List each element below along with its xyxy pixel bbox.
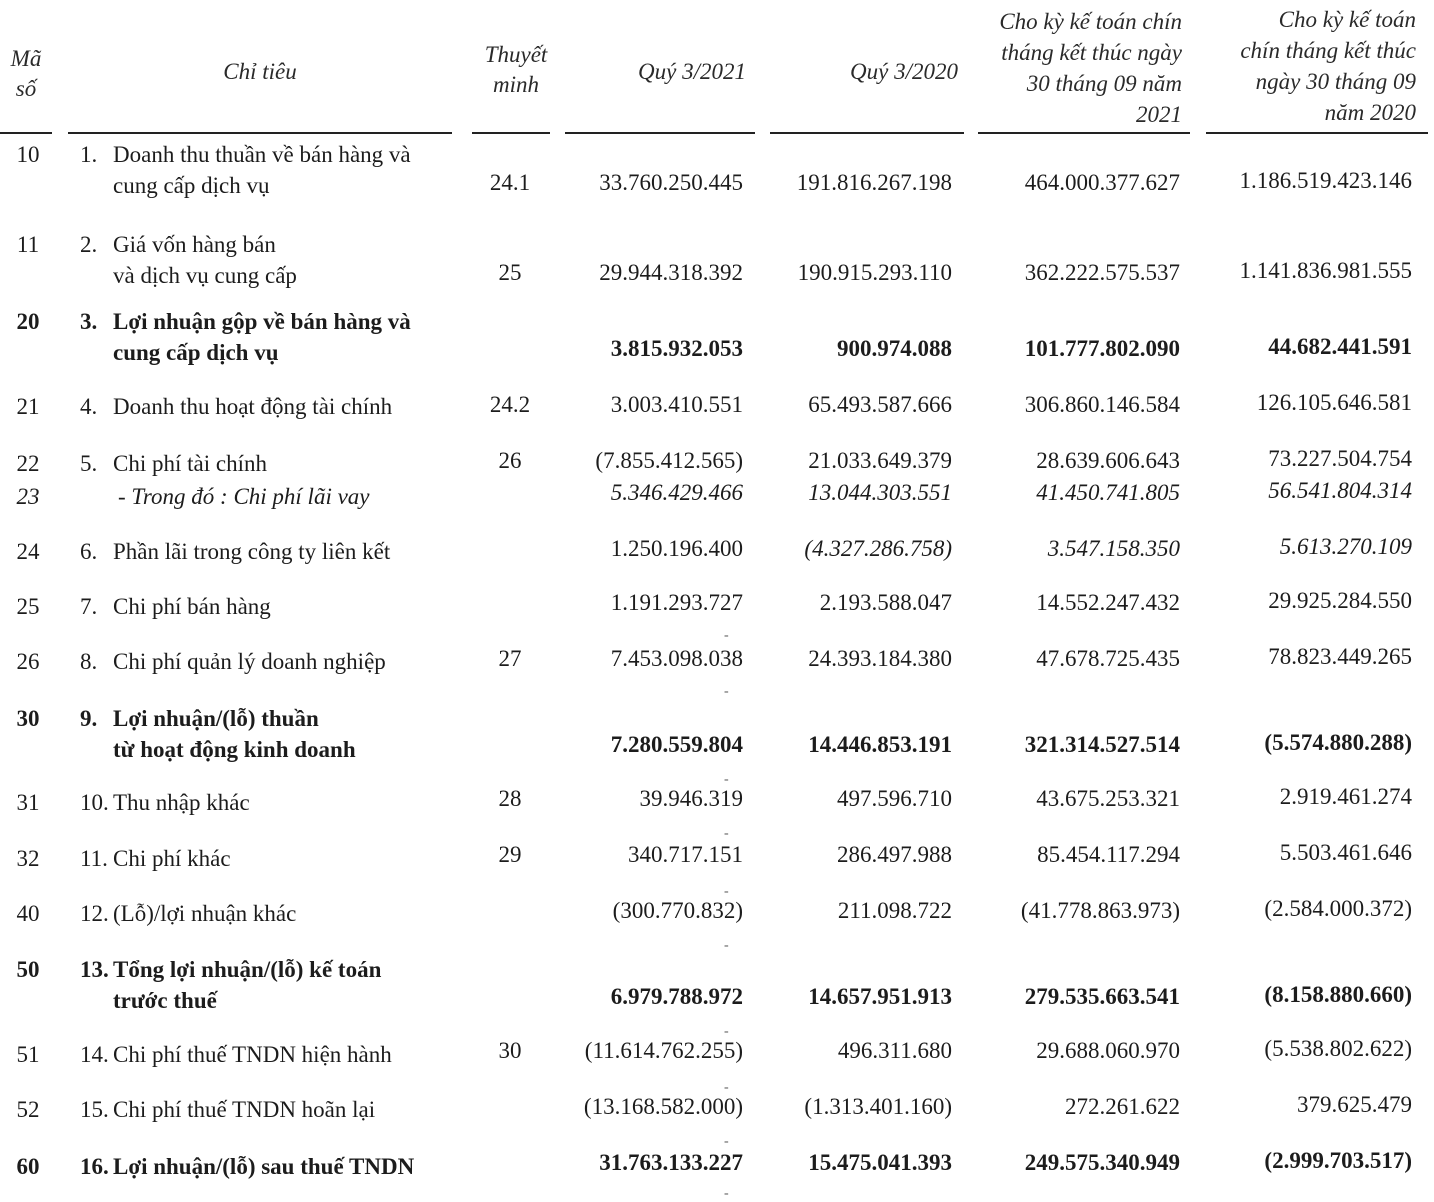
row-code: 11 [16, 232, 40, 257]
row-value: (5.574.880.288) [1264, 730, 1412, 755]
row-value: (2.584.000.372) [1264, 896, 1412, 921]
row-value: 15.475.041.393 [808, 1150, 952, 1175]
header-rule [1206, 132, 1428, 134]
row-value: (5.538.802.622) [1264, 1036, 1412, 1061]
header-q3-2021: Quý 3/2021 [638, 59, 746, 84]
row-number: 6. [80, 539, 98, 564]
row-number: 8. [80, 649, 98, 674]
row-value: (2.999.703.517) [1264, 1148, 1412, 1173]
row-value: 1.250.196.400 [610, 536, 743, 561]
column-dash: - [724, 1024, 729, 1039]
header-rule [68, 132, 452, 134]
row-value: 33.760.250.445 [599, 170, 743, 195]
row-value: 14.446.853.191 [808, 732, 952, 757]
row-value: 279.535.663.541 [1024, 984, 1180, 1009]
row-value: 14.657.951.913 [808, 984, 952, 1009]
row-value: 56.541.804.314 [1268, 478, 1412, 503]
row-value: 3.547.158.350 [1047, 536, 1180, 561]
row-value: 379.625.479 [1297, 1092, 1412, 1117]
row-value: 362.222.575.537 [1024, 260, 1180, 285]
row-number: 9. [80, 706, 98, 731]
header-rule [770, 132, 964, 134]
row-value: (7.855.412.565) [595, 448, 743, 473]
row-number: 7. [80, 594, 98, 619]
row-number: 10. [80, 790, 109, 815]
row-value: 31.763.133.227 [599, 1150, 743, 1175]
row-value: 5.346.429.466 [610, 480, 743, 505]
header-code [0, 44, 52, 104]
header-line: năm 2020 [1324, 100, 1416, 125]
row-label: Phần lãi trong công ty liên kết [113, 539, 391, 564]
row-value: 496.311.680 [837, 1038, 952, 1063]
row-value: (4.327.286.758) [804, 536, 952, 561]
row-value: 44.682.441.591 [1268, 334, 1412, 359]
row-value: 43.675.253.321 [1036, 786, 1180, 811]
row-note: 27 [498, 646, 522, 671]
column-dash: - [724, 1186, 729, 1201]
row-value: 41.450.741.805 [1036, 480, 1180, 505]
row-value: 47.678.725.435 [1036, 646, 1180, 671]
header-line: chín tháng kết thúc [1240, 38, 1416, 63]
row-note: 24.2 [489, 392, 531, 417]
header-rule [0, 132, 52, 134]
row-value: 191.816.267.198 [796, 170, 952, 195]
row-number: 12. [80, 901, 109, 926]
row-value: 5.613.270.109 [1279, 534, 1412, 559]
row-value: 464.000.377.627 [1024, 170, 1180, 195]
row-value: 2.193.588.047 [819, 590, 952, 615]
row-label: Chi phí khác [113, 846, 231, 871]
row-value: 14.552.247.432 [1036, 590, 1180, 615]
header-q3-2020: Quý 3/2020 [850, 59, 958, 84]
row-label: cung cấp dịch vụ [113, 340, 279, 365]
row-value: 6.979.788.972 [610, 984, 743, 1009]
row-code: 26 [16, 649, 40, 674]
column-dash: - [724, 628, 729, 643]
row-code: 60 [16, 1154, 40, 1179]
row-value: 126.105.646.581 [1256, 390, 1412, 415]
row-code: 22 [16, 451, 40, 476]
row-label: Chi phí quản lý doanh nghiệp [113, 649, 386, 674]
column-dash: - [724, 772, 729, 787]
row-label: Lợi nhuận gộp về bán hàng và [113, 309, 411, 334]
row-number: 5. [80, 451, 98, 476]
header-nine-months-2020 [1206, 4, 1416, 128]
header-rule [565, 132, 755, 134]
row-code: 32 [16, 846, 40, 871]
row-value: 2.919.461.274 [1279, 784, 1412, 809]
row-code: 25 [16, 594, 40, 619]
row-number: 15. [80, 1097, 109, 1122]
row-code: 40 [16, 901, 40, 926]
row-value: 340.717.151 [628, 842, 743, 867]
row-label: - Trong đó : Chi phí lãi vay [118, 484, 370, 509]
row-code: 20 [16, 309, 40, 334]
row-value: (13.168.582.000) [583, 1094, 743, 1119]
row-value: (8.158.880.660) [1264, 982, 1412, 1007]
row-number: 16. [80, 1154, 109, 1179]
row-number: 2. [80, 232, 98, 257]
column-dash: - [724, 826, 729, 841]
row-value: 7.453.098.038 [610, 646, 743, 671]
row-value: 7.280.559.804 [610, 732, 743, 757]
row-value: 272.261.622 [1065, 1094, 1180, 1119]
row-value: 73.227.504.754 [1268, 446, 1412, 471]
row-label: trước thuế [113, 988, 217, 1013]
row-code: 30 [16, 706, 40, 731]
row-code: 10 [16, 142, 40, 167]
row-value: 211.098.722 [837, 898, 952, 923]
row-value: 21.033.649.379 [808, 448, 952, 473]
row-note: 26 [498, 448, 522, 473]
row-note: 25 [498, 260, 522, 285]
row-note: 29 [498, 842, 522, 867]
header-rule [472, 132, 550, 134]
row-label: Tổng lợi nhuận/(lỗ) kế toán [113, 957, 382, 982]
row-label: Chi phí tài chính [113, 451, 267, 476]
row-label: và dịch vụ cung cấp [113, 263, 297, 288]
row-value: 65.493.587.666 [808, 392, 952, 417]
column-dash: - [724, 1134, 729, 1149]
row-value: 1.191.293.727 [610, 590, 743, 615]
row-value: 249.575.340.949 [1024, 1150, 1180, 1175]
row-code: 24 [16, 539, 40, 564]
row-number: 11. [80, 846, 108, 871]
header-note-line: minh [493, 72, 539, 97]
row-label: Doanh thu hoạt động tài chính [113, 394, 393, 419]
row-label: từ hoạt động kinh doanh [113, 737, 356, 762]
row-number: 3. [80, 309, 98, 334]
row-code: 23 [16, 484, 40, 509]
row-value: 29.925.284.550 [1268, 588, 1412, 613]
row-label: Thu nhập khác [113, 790, 250, 815]
row-value: 24.393.184.380 [808, 646, 952, 671]
header-nine-months-2021 [976, 6, 1182, 130]
row-label: Chi phí bán hàng [113, 594, 271, 619]
row-value: 190.915.293.110 [797, 260, 952, 285]
row-label: Giá vốn hàng bán [113, 232, 276, 257]
row-number: 13. [80, 957, 109, 982]
row-number: 1. [80, 142, 98, 167]
row-label: (Lỗ)/lợi nhuận khác [113, 901, 297, 926]
row-value: (1.313.401.160) [804, 1094, 952, 1119]
header-line: 30 tháng 09 năm [1026, 71, 1182, 96]
row-value: (300.770.832) [612, 898, 743, 923]
row-number: 14. [80, 1042, 109, 1067]
header-item: Chỉ tiêu [223, 59, 297, 84]
row-value: 101.777.802.090 [1024, 336, 1180, 361]
row-label: Chi phí thuế TNDN hiện hành [113, 1042, 392, 1067]
header-line: 2021 [1136, 102, 1182, 127]
header-line: Cho kỳ kế toán [1278, 7, 1416, 32]
row-value: 306.860.146.584 [1024, 392, 1180, 417]
row-value: 78.823.449.265 [1268, 644, 1412, 669]
row-code: 21 [16, 394, 40, 419]
column-dash: - [724, 684, 729, 699]
row-value: 13.044.303.551 [808, 480, 952, 505]
row-label: Lợi nhuận/(lỗ) thuần [113, 706, 319, 731]
column-dash: - [724, 1080, 729, 1095]
row-value: 29.688.060.970 [1036, 1038, 1180, 1063]
header-note-line: Thuyết [484, 42, 548, 67]
header-code-line: số [15, 76, 37, 101]
row-value: 3.815.932.053 [610, 336, 743, 361]
row-value: 39.946.319 [639, 786, 743, 811]
row-value: 497.596.710 [837, 786, 952, 811]
row-note: 28 [498, 786, 522, 811]
row-code: 31 [16, 790, 40, 815]
row-value: (11.614.762.255) [584, 1038, 743, 1063]
header-line: tháng kết thúc ngày [1001, 40, 1182, 65]
header-line: ngày 30 tháng 09 [1255, 69, 1416, 94]
row-value: 286.497.988 [837, 842, 952, 867]
header-code-line: Mã [10, 46, 42, 71]
row-value: 900.974.088 [837, 336, 952, 361]
row-note: 24.1 [489, 170, 531, 195]
header-line: Cho kỳ kế toán chín [999, 9, 1182, 34]
row-value: 5.503.461.646 [1279, 840, 1412, 865]
column-dash: - [724, 938, 729, 953]
row-label: Lợi nhuận/(lỗ) sau thuế TNDN [113, 1154, 415, 1179]
row-code: 51 [16, 1042, 40, 1067]
row-label: Chi phí thuế TNDN hoãn lại [113, 1097, 376, 1122]
column-dash: - [724, 884, 729, 899]
row-value: 3.003.410.551 [610, 392, 743, 417]
header-rule [978, 132, 1190, 134]
row-note: 30 [498, 1038, 522, 1063]
row-label: Doanh thu thuần về bán hàng và [113, 142, 411, 167]
row-label: cung cấp dịch vụ [113, 173, 270, 198]
row-number: 4. [80, 394, 98, 419]
row-value: (41.778.863.973) [1020, 898, 1180, 923]
row-value: 1.186.519.423.146 [1239, 168, 1412, 193]
row-value: 29.944.318.392 [599, 260, 743, 285]
row-value: 321.314.527.514 [1024, 732, 1180, 757]
row-code: 52 [16, 1097, 40, 1122]
row-code: 50 [16, 957, 40, 982]
row-value: 28.639.606.643 [1036, 448, 1180, 473]
row-value: 85.454.117.294 [1037, 842, 1180, 867]
row-value: 1.141.836.981.555 [1239, 258, 1412, 283]
header-note [466, 40, 566, 100]
